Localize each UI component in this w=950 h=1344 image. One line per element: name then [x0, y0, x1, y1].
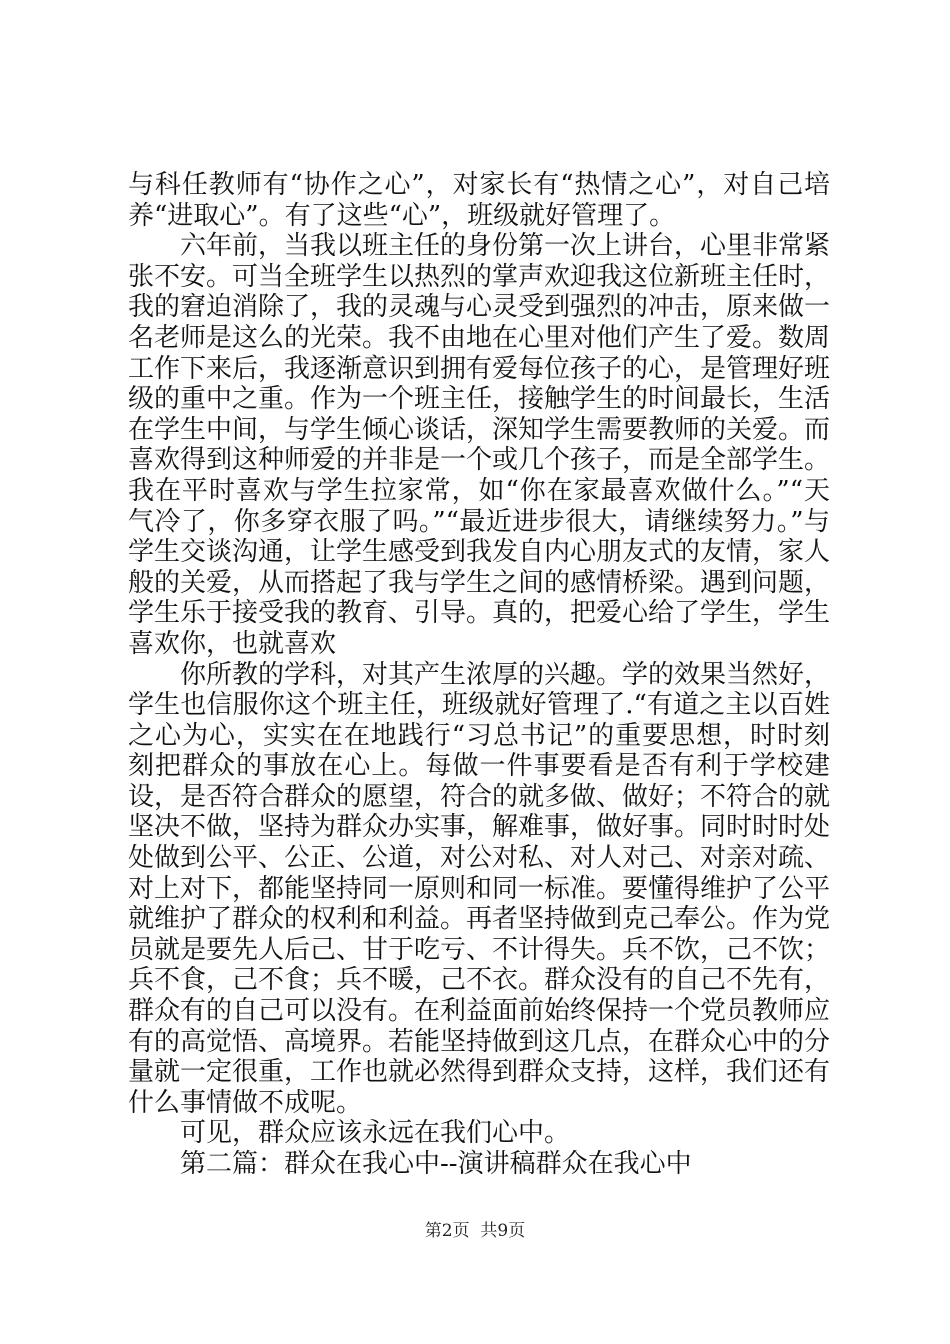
paragraph-second-article-title: 第二篇：群众在我心中--演讲稿群众在我心中	[180, 1149, 692, 1179]
document-body	[128, 170, 830, 1180]
paragraph-continuation: 与科任教师有“协作之心”，对家长有“热情之心”，对自己培养“进取心”。有了这些“心”，班级就好管理了。	[128, 170, 830, 231]
paragraph-conclusion: 可见，群众应该永远在我们心中。	[180, 1118, 571, 1149]
paragraph-subject-interest: 你所教的学科，对其产生浓厚的兴趣。学的效果当然好，学生也信服你这个班主任，班级就好管理了.“有道之主以百姓之心为心，实实在在地践行“习总书记”的重要思想，时时刻刻把群众的事放在心上。每做一件事要看是否有利于学校建设，是否符合群众的愿望，符合的就多做、做好；不符合的就坚决不做，坚持为群众办实事，解难事，做好事。同时时时处处做到公平、公正、公道，对公对私、对人对己、对亲对疏、对上对下，都能坚持同一原则和同一标准。要懂得维护了公平就维护了群众的权利和利益。再者坚持做到克己奉公。作为党员就是要先人后己、甘于吃亏、不计得失。兵不饮，己不饮；兵不食，己不食；兵不暖，己不衣。群众没有的自己不先有，群众有的自己可以没有。在利益面前始终保持一个党员教师应有的高觉悟、高境界。若能坚持做到这几点，在群众心中的分量就一定很重，工作也就必然得到群众支持，这样，我们还有什么事情做不成呢。	[128, 659, 831, 1118]
page-number: 第2页 共9页	[424, 1221, 526, 1241]
page-footer	[0, 1216, 950, 1241]
paragraph-six-years-ago: 六年前，当我以班主任的身份第一次上讲台，心里非常紧张不安。可当全班学生以热烈的掌声欢迎我这位新班主任时，我的窘迫消除了，我的灵魂与心灵受到强烈的冲击，原来做一名老师是这么的光荣。我不由地在心里对他们产生了爱。数周工作下来后，我逐渐意识到拥有爱每位孩子的心，是管理好班级的重中之重。作为一个班主任，接触学生的时间最长，生活在学生中间，与学生倾心谈话，深知学生需要教师的关爱。而喜欢得到这种师爱的并非是一个或几个孩子，而是全部学生。我在平时喜欢与学生拉家常，如“你在家最喜欢做什么。”“天气冷了，你多穿衣服了吗。”“最近进步很大，请继续努力。”与学生交谈沟通，让学生感受到我发自内心朋友式的友情，家人般的关爱，从而搭起了我与学生之间的感情桥梁。遇到问题，学生乐于接受我的教育、引导。真的，把爱心给了学生，学生喜欢你，也就喜欢	[128, 231, 831, 659]
